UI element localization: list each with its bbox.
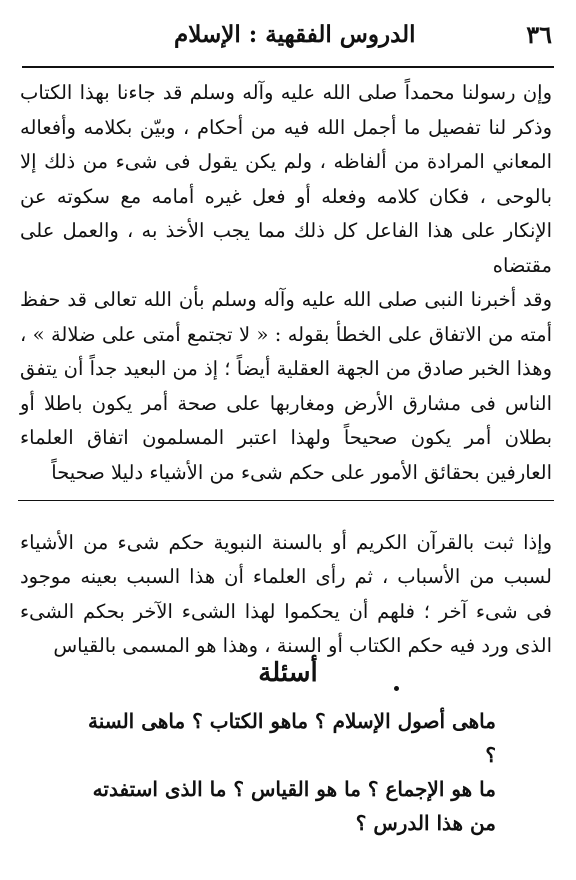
- question-line-2: ما هو الإجماع ؟ ما هو القياس ؟ ما الذى استفدته: [92, 777, 496, 801]
- questions-heading: أسئلة: [258, 658, 318, 688]
- question-line-3: من هذا الدرس ؟: [355, 811, 496, 835]
- page-header: [24, 14, 552, 54]
- main-text: [20, 76, 552, 490]
- section-divider: [18, 500, 554, 501]
- question-line-1: ماهى أصول الإسلام ؟ ماهو الكتاب ؟ ماهى السنة ؟: [87, 709, 496, 767]
- paragraph-analogy: وإذا ثبت بالقرآن الكريم أو بالسنة النبوية حكم شىء من الأشياء لسبب من الأسباب ، ثم رأى العلماء أن هذا السبب بعينه موجود فى شىء آخر ؛ فلهم أن يحكموا لهذا الشىء الآخر بحكم الشىء الذى ورد فيه حكم الكتاب أو السنة ، وهذا هو المسمى بالقياس: [20, 530, 552, 657]
- questions-list: [76, 704, 496, 840]
- running-title: الدروس الفقهية : الإسلام: [174, 20, 416, 48]
- paragraph-quran-sunnah: وإن رسولنا محمداً صلى الله عليه وآله وسلم قد جاءنا بهذا الكتاب وذكر لنا تفصيل ما أجمل الله فيه من أحكام ، وبيّن بكلامه وأفعاله المعاني المرادة من ألفاظه ، ولم يكن يقول فى شىء من ذلك إلا بالوحى ، فكان كلامه وفعله أو فعل غيره أمامه مع سكوته عن الإنكار على هذا الفاعل كل ذلك مما يجب الأخذ به ، والعمل على مقتضاه: [20, 81, 552, 277]
- page-number: ٣٦: [526, 19, 552, 49]
- analogy-text: [20, 506, 552, 683]
- header-rule: [22, 66, 554, 68]
- paragraph-consensus: وقد أخبرنا النبى صلى الله عليه وآله وسلم بأن الله تعالى قد حفظ أمته من الاتفاق على الخطأ بقوله : « لا تجتمع أمتى على ضلالة » ، وهذا الخبر صادق من الجهة العقلية أيضاً ؛ إذ من البعيد جداً أن يتفق الناس فى مشارق الأرض ومغاربها على صحة أمر يكون باطلا أو بطلان أمر يكون صحيحاً ولهذا اعتبر المسلمون اتفاق العلماء العارفين بحقائق الأمور على حكم شىء من الأشياء دليلا صحيحاً: [20, 288, 552, 484]
- ink-dot: [394, 686, 399, 691]
